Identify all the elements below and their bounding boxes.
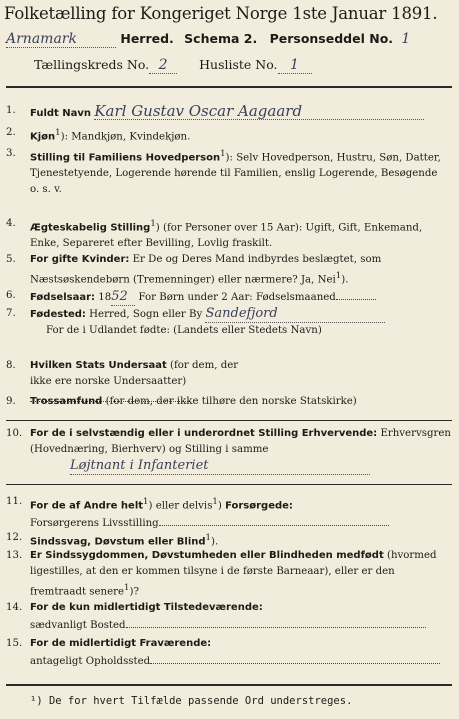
item-label: Kjøn (30, 131, 56, 143)
schema-label: Schema 2. (184, 31, 258, 46)
item-label: Er Sindssygdommen, Døvstumheden eller Blindheden medfødt (30, 550, 384, 561)
herred-label: Herred. (120, 31, 174, 46)
occupation-value: Løjtnant i Infanteriet (70, 458, 370, 475)
item-number: 11. (6, 496, 23, 507)
item-number: 14. (6, 602, 23, 613)
taellingskreds-label: Tællingskreds No. (34, 57, 150, 72)
item-text: (hvormed ligestilles, at den er kommen tilsyne i de første Barneaar), eller er den fremtraadt senere (30, 550, 437, 598)
item-text: Er De og Deres Mand indbyrdes beslægtet, som Næstsøskendebørn (Tremenninger) eller nærmere? Ja, Nei (30, 254, 382, 286)
item-number: 3. (6, 148, 16, 159)
item-text: 18 (98, 292, 112, 303)
item-text: Erhvervsgren (Hovednæring, Bierhverv) og Stilling i samme (30, 428, 451, 455)
item-label: Hvilken Stats Undersaat (30, 360, 167, 371)
item-number: 15. (6, 638, 23, 649)
husliste-value: 1 (278, 57, 312, 74)
divider (6, 420, 452, 421)
item-label: Trossamfund (30, 396, 103, 407)
footnote-ref: 1 (220, 149, 226, 159)
divider (6, 484, 452, 485)
item-text: (for Personer over 15 Aar): Ugift, Gift, Enkemand, Enke, Separeret efter Bevilling, Lovlig fraskilt. (30, 222, 423, 250)
item-text: sædvanligt Bosted (30, 620, 126, 631)
fill-line (150, 652, 440, 664)
item-number: 5. (6, 254, 16, 265)
footnote-ref: 1 (335, 271, 342, 281)
item-text: Herred, Sogn eller By (89, 309, 203, 320)
item-label-2: Forsørgede: (225, 500, 293, 512)
item-number: 6. (6, 290, 16, 301)
item-text: Mandkjøn, Kvindekjøn. (71, 131, 191, 143)
item-label: For de af Andre helt (30, 500, 144, 512)
footer-rule (6, 684, 452, 686)
item-number: 9. (6, 396, 16, 407)
item-label: Fuldt Navn (30, 108, 92, 119)
census-form: Folketælling for Kongeriget Norge 1ste Januar 1891. Arnamark Herred. Schema 2. Personseddel No. 1 Tællingskreds No. 2 Husliste No. 1 1. Fuldt Navn Karl Gustav Oscar Aagaard 2. Kjøn$^1$): Mandkjøn, Kvindekjøn. 3. Stilling til Familiens Hovedperson$^1$): Selv Hovedperson, Hustru, Søn, Datter, Tjenestetyende, Logerende hørende til Familien, enslig Logerende, Besøgende o. s. v. 4. Ægteskabelig Stilling$^1$) (for Personer over 15 Aar): Ugift, Gift, Enkemand, Enke, Separeret efter Bevilling, Lovlig fraskilt. 5. For gifte Kvinder: Er De og Deres Mand indbyrdes beslægtet, som Næstsøskendebørn (Tremenninger) eller nærmere? Ja, Nei$^1$). 6. Fødselsaar: 1852 For Børn under 2 Aar: Fødselsmaaned 7. Fødested: Herred, Sogn eller By Sandefjord For de i Udlandet fødte: (Landets eller Stedets Navn) 8. Hvilken Stats Undersaat (for dem, der ikke ere norske Undersaatter) 9. Trossamfund (for dem, der ikke tilhøre den norske Statskirke) 10. For de i selvstændig eller i underordnet Stilling Erhvervende: Erhvervsgren (Hovednæring, Bierhverv) og Stilling i samme Løjtnant i Infanteriet 11. For de af Andre helt$^1$) eller delvis$^1$) Forsørgede: Forsørgerens Livsstilling 12. Sindssvag, Døvstum eller Blind$^1$). 13. Er Sindssygdommen, Døvstumheden eller Blindheden medfødt (hvormed ligestilles, at den er kommen tilsyne i de første Barneaar), eller er den fremtraadt senere$^1$)? 14. For de kun midlertidigt Tilstedeværende: sædvanligt Bosted 15. For de midlertidigt Fraværende: antageligt Opholdssted ¹) De for hvert Tilfælde passende Ord understreges. (0, 0, 459, 719)
item-number: 1. (6, 105, 16, 116)
header-row-1 (6, 31, 410, 48)
item-label: For de i selvstændig eller i underordnet Stilling Erhvervende: (30, 428, 378, 439)
item-number: 13. (6, 550, 23, 561)
item-label: For de midlertidigt Fraværende: (30, 638, 212, 649)
full-name-value: Karl Gustav Oscar Aagaard (94, 103, 424, 120)
item-number: 2. (6, 127, 16, 138)
header-row-2 (34, 57, 312, 74)
item-text: eller delvis (155, 500, 213, 512)
item-text: antageligt Opholdssted (30, 656, 151, 667)
item-label: Fødested: (30, 309, 86, 320)
footnote-ref: 1 (124, 583, 130, 593)
birthplace-value: Sandefjord (205, 306, 385, 323)
item-number: 10. (6, 428, 23, 439)
personseddel-value: 1 (401, 31, 411, 47)
footnote-ref: 1 (205, 533, 211, 543)
fill-line (336, 288, 376, 300)
item-label: Stilling til Familiens Hovedperson (30, 152, 221, 164)
personseddel-label: Personseddel No. (269, 31, 394, 46)
item-text-2: o. s. v. (30, 184, 62, 196)
item-text-2: For de i Udlandet fødte: (Landets eller Stedets Navn) (46, 325, 322, 336)
item-label: For gifte Kvinder: (30, 254, 130, 265)
item-text-2: Forsørgerens Livsstilling (30, 518, 159, 530)
husliste-label: Husliste No. (199, 57, 278, 72)
footnote-ref: 1 (143, 497, 149, 507)
herred-value: Arnamark (6, 31, 116, 48)
item-text-2: For Børn under 2 Aar: Fødselsmaaned (138, 292, 336, 303)
footnote-ref: 1 (212, 497, 218, 507)
footnote-ref: 1 (55, 128, 61, 138)
header-rule (6, 86, 452, 88)
item-number: 12. (6, 532, 23, 543)
taellingskreds-value: 2 (149, 57, 177, 74)
footnote-ref: 1 (150, 219, 156, 229)
footnote: ¹) De for hvert Tilfælde passende Ord understreges. (30, 695, 353, 707)
item-label: Sindssvag, Døvstum eller Blind (30, 536, 206, 548)
item-text: (for dem, der ikke tilhøre den norske Statskirke) (105, 396, 357, 407)
birth-year-value: 52 (111, 289, 135, 306)
item-text: Selv Hovedperson, Hustru, Søn, Datter, Tjenestetyende, Logerende hørende til Familien, enslig Logerende, Besøgende (30, 152, 441, 180)
item-label: Ægteskabelig Stilling (30, 222, 151, 234)
item-number: 7. (6, 308, 16, 319)
item-number: 4. (6, 218, 16, 229)
form-title: Folketælling for Kongeriget Norge 1ste Januar 1891. (4, 4, 438, 23)
item-label: For de kun midlertidigt Tilstedeværende: (30, 602, 263, 613)
fill-line (126, 616, 426, 628)
item-number: 8. (6, 360, 16, 371)
item-text: (for dem, der ikke ere norske Undersaatter) (30, 360, 239, 387)
fill-line (159, 514, 389, 526)
item-label: Fødselsaar: (30, 292, 95, 303)
